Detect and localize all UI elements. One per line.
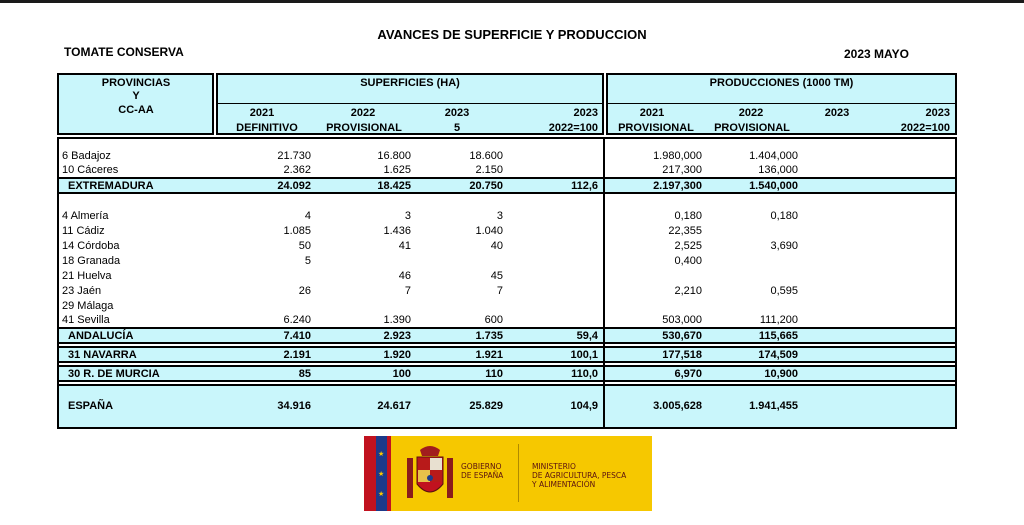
row-andalucia-0-p2021: 0,180	[674, 210, 702, 222]
header-provincias-line-3: CC-AA	[118, 104, 154, 116]
row-andalucia-3-s2021: 5	[304, 255, 311, 267]
row-murcia-s2022: 100	[392, 368, 411, 380]
row-andalucia-total-label: ANDALUCÍA	[68, 330, 134, 342]
row-extremadura-total-s2023: 20.750	[469, 180, 503, 192]
row-extremadura-0-label: 6 Badajoz	[62, 150, 111, 162]
row-navarra-p2022: 174,509	[758, 349, 798, 361]
page-title: AVANCES DE SUPERFICIE Y PRODUCCION	[377, 27, 647, 42]
row-extremadura-total-s2021: 24.092	[277, 180, 311, 192]
band-extremadura	[57, 177, 957, 194]
header-sup-year-3: 2023	[573, 107, 598, 119]
row-andalucia-2-s2022: 41	[398, 240, 411, 252]
row-andalucia-7-s2022: 1.390	[383, 314, 411, 326]
row-andalucia-2-label: 14 Córdoba	[62, 240, 120, 252]
header-prod-year-3: 2023	[925, 107, 950, 119]
gobierno-line-2: DE ESPAÑA	[461, 471, 504, 480]
row-andalucia-0-p2022: 0,180	[770, 210, 798, 222]
row-andalucia-5-s2021: 26	[298, 285, 311, 297]
header-sup-sub-2: 5	[453, 122, 461, 134]
row-espana-s2022: 24.617	[377, 400, 411, 412]
row-andalucia-0-s2022: 3	[404, 210, 411, 222]
band-navarra	[57, 346, 957, 363]
row-murcia-s2023: 110	[485, 368, 503, 380]
header-sup-sub-1: PROVISIONAL	[326, 122, 402, 134]
header-prod-sub-3: 2022=100	[900, 122, 950, 134]
row-extremadura-1-s2022: 1.625	[383, 164, 411, 176]
header-provincias-line-1: PROVINCIAS	[101, 77, 171, 89]
row-andalucia-7-p2021: 503,000	[662, 314, 702, 326]
row-andalucia-2-p2022: 3,690	[770, 240, 798, 252]
row-andalucia-1-label: 11 Cádiz	[62, 225, 105, 237]
row-espana-s2023: 25.829	[469, 400, 503, 412]
row-andalucia-7-p2022: 111,200	[759, 314, 798, 326]
band-espana	[57, 384, 957, 429]
row-andalucia-total-sidx: 59,4	[576, 330, 598, 342]
row-andalucia-total-s2021: 7.410	[283, 330, 311, 342]
ministerio-line-1: MINISTERIO	[532, 462, 576, 471]
band-murcia	[57, 365, 957, 382]
header-prod-year-0: 2021	[639, 107, 665, 119]
period-label: 2023 MAYO	[844, 47, 909, 61]
producciones-header-divider	[608, 103, 955, 104]
table-vertical-divider-top	[603, 137, 605, 429]
row-andalucia-1-s2021: 1.085	[283, 225, 311, 237]
header-sup-year-1: 2022	[350, 107, 376, 119]
row-andalucia-total-s2022: 2.923	[383, 330, 411, 342]
row-espana-p2021: 3.005,628	[653, 400, 702, 412]
row-andalucia-5-p2022: 0,595	[770, 285, 798, 297]
header-superficies-title: SUPERFICIES (HA)	[360, 77, 460, 89]
row-andalucia-0-label: 4 Almería	[62, 210, 109, 222]
row-extremadura-total-sidx: 112,6	[571, 180, 598, 192]
flag-stripe-blue	[376, 436, 387, 511]
top-border-line	[0, 0, 1024, 3]
header-provincias-line-2: Y	[132, 90, 140, 102]
row-navarra-s2021: 2.191	[283, 349, 311, 361]
row-andalucia-5-label: 23 Jaén	[62, 285, 102, 297]
row-andalucia-total-p2022: 115,665	[758, 330, 798, 342]
row-extremadura-0-s2021: 21.730	[277, 150, 311, 162]
ministerio-line-2: DE AGRICULTURA, PESCA	[532, 471, 627, 480]
row-andalucia-4-s2022: 46	[398, 270, 411, 282]
coat-of-arms-icon	[404, 444, 456, 504]
row-andalucia-4-label: 21 Huelva	[62, 270, 112, 282]
row-andalucia-1-s2022: 1.436	[383, 225, 411, 237]
header-prod-sub-0: PROVISIONAL	[618, 122, 694, 134]
row-extremadura-0-s2022: 16.800	[377, 150, 411, 162]
superficies-header-divider	[218, 103, 602, 104]
row-navarra-sidx: 100,1	[570, 349, 598, 361]
header-producciones-title: PRODUCCIONES (1000 TM)	[709, 77, 854, 89]
row-extremadura-1-s2023: 2.150	[475, 164, 503, 176]
row-andalucia-total-p2021: 530,670	[662, 330, 702, 342]
row-extremadura-total-p2022: 1.540,000	[749, 180, 798, 192]
flag-stripe-red	[364, 436, 376, 511]
row-murcia-s2021: 85	[298, 368, 311, 380]
row-extremadura-0-s2023: 18.600	[469, 150, 503, 162]
gobierno-line-1: GOBIERNO	[461, 462, 502, 471]
row-andalucia-3-label: 18 Granada	[62, 255, 121, 267]
row-andalucia-2-s2023: 40	[490, 240, 503, 252]
row-espana-p2022: 1.941,455	[749, 400, 798, 412]
row-extremadura-0-p2021: 1.980,000	[653, 150, 702, 162]
header-sup-sub-3: 2022=100	[548, 122, 598, 134]
row-murcia-p2021: 6,970	[674, 368, 702, 380]
row-extremadura-1-p2021: 217,300	[662, 164, 702, 176]
svg-text:★: ★	[378, 471, 385, 478]
eu-stars-icon	[376, 436, 387, 511]
row-andalucia-5-p2021: 2,210	[674, 285, 702, 297]
row-andalucia-total-s2023: 1.735	[475, 330, 503, 342]
row-extremadura-1-p2022: 136,000	[758, 164, 798, 176]
svg-text:★: ★	[378, 491, 385, 498]
row-andalucia-5-s2023: 7	[496, 285, 503, 297]
row-navarra-s2022: 1.920	[383, 349, 411, 361]
row-andalucia-0-s2023: 3	[496, 210, 503, 222]
row-espana-sidx: 104,9	[570, 400, 598, 412]
flag-stripe-red-2	[387, 436, 391, 511]
header-sup-year-0: 2021	[249, 107, 275, 119]
header-prod-sub-1: PROVISIONAL	[714, 122, 790, 134]
row-extremadura-total-p2021: 2.197,300	[653, 180, 702, 192]
svg-text:★: ★	[378, 451, 385, 458]
row-andalucia-6-label: 29 Málaga	[62, 300, 114, 312]
row-andalucia-5-s2022: 7	[404, 285, 411, 297]
logo-divider	[518, 444, 519, 502]
product-name: TOMATE CONSERVA	[64, 45, 184, 59]
row-navarra-p2021: 177,518	[662, 349, 702, 361]
row-navarra-label: 31 NAVARRA	[68, 349, 137, 361]
government-logo	[364, 436, 652, 511]
row-andalucia-7-s2023: 600	[484, 314, 503, 326]
header-sup-sub-0: DEFINITIVO	[236, 122, 298, 134]
band-andalucia	[57, 327, 957, 344]
row-andalucia-2-s2021: 50	[298, 240, 311, 252]
row-andalucia-1-s2023: 1.040	[475, 225, 503, 237]
header-prod-year-2: 2023	[824, 107, 850, 119]
ministerio-line-3: Y ALIMENTACIÓN	[532, 480, 596, 489]
row-andalucia-3-p2021: 0,400	[674, 255, 702, 267]
row-navarra-s2023: 1.921	[475, 349, 503, 361]
row-andalucia-4-s2023: 45	[490, 270, 503, 282]
row-andalucia-7-s2021: 6.240	[283, 314, 311, 326]
row-murcia-p2022: 10,900	[764, 368, 798, 380]
row-andalucia-7-label: 41 Sevilla	[62, 314, 110, 326]
row-extremadura-total-label: EXTREMADURA	[68, 180, 154, 192]
header-prod-year-1: 2022	[738, 107, 764, 119]
row-extremadura-1-s2021: 2.362	[283, 164, 311, 176]
header-sup-year-2: 2023	[444, 107, 470, 119]
row-extremadura-total-s2022: 18.425	[377, 180, 411, 192]
row-murcia-sidx: 110,0	[571, 368, 598, 380]
row-andalucia-0-s2021: 4	[304, 210, 311, 222]
row-espana-label: ESPAÑA	[68, 400, 114, 412]
row-andalucia-1-p2021: 22,355	[668, 225, 702, 237]
row-extremadura-1-label: 10 Cáceres	[62, 164, 119, 176]
row-murcia-label: 30 R. DE MURCIA	[68, 368, 160, 380]
row-extremadura-0-p2022: 1.404,000	[749, 150, 798, 162]
row-andalucia-2-p2021: 2,525	[674, 240, 702, 252]
row-espana-s2021: 34.916	[277, 400, 311, 412]
